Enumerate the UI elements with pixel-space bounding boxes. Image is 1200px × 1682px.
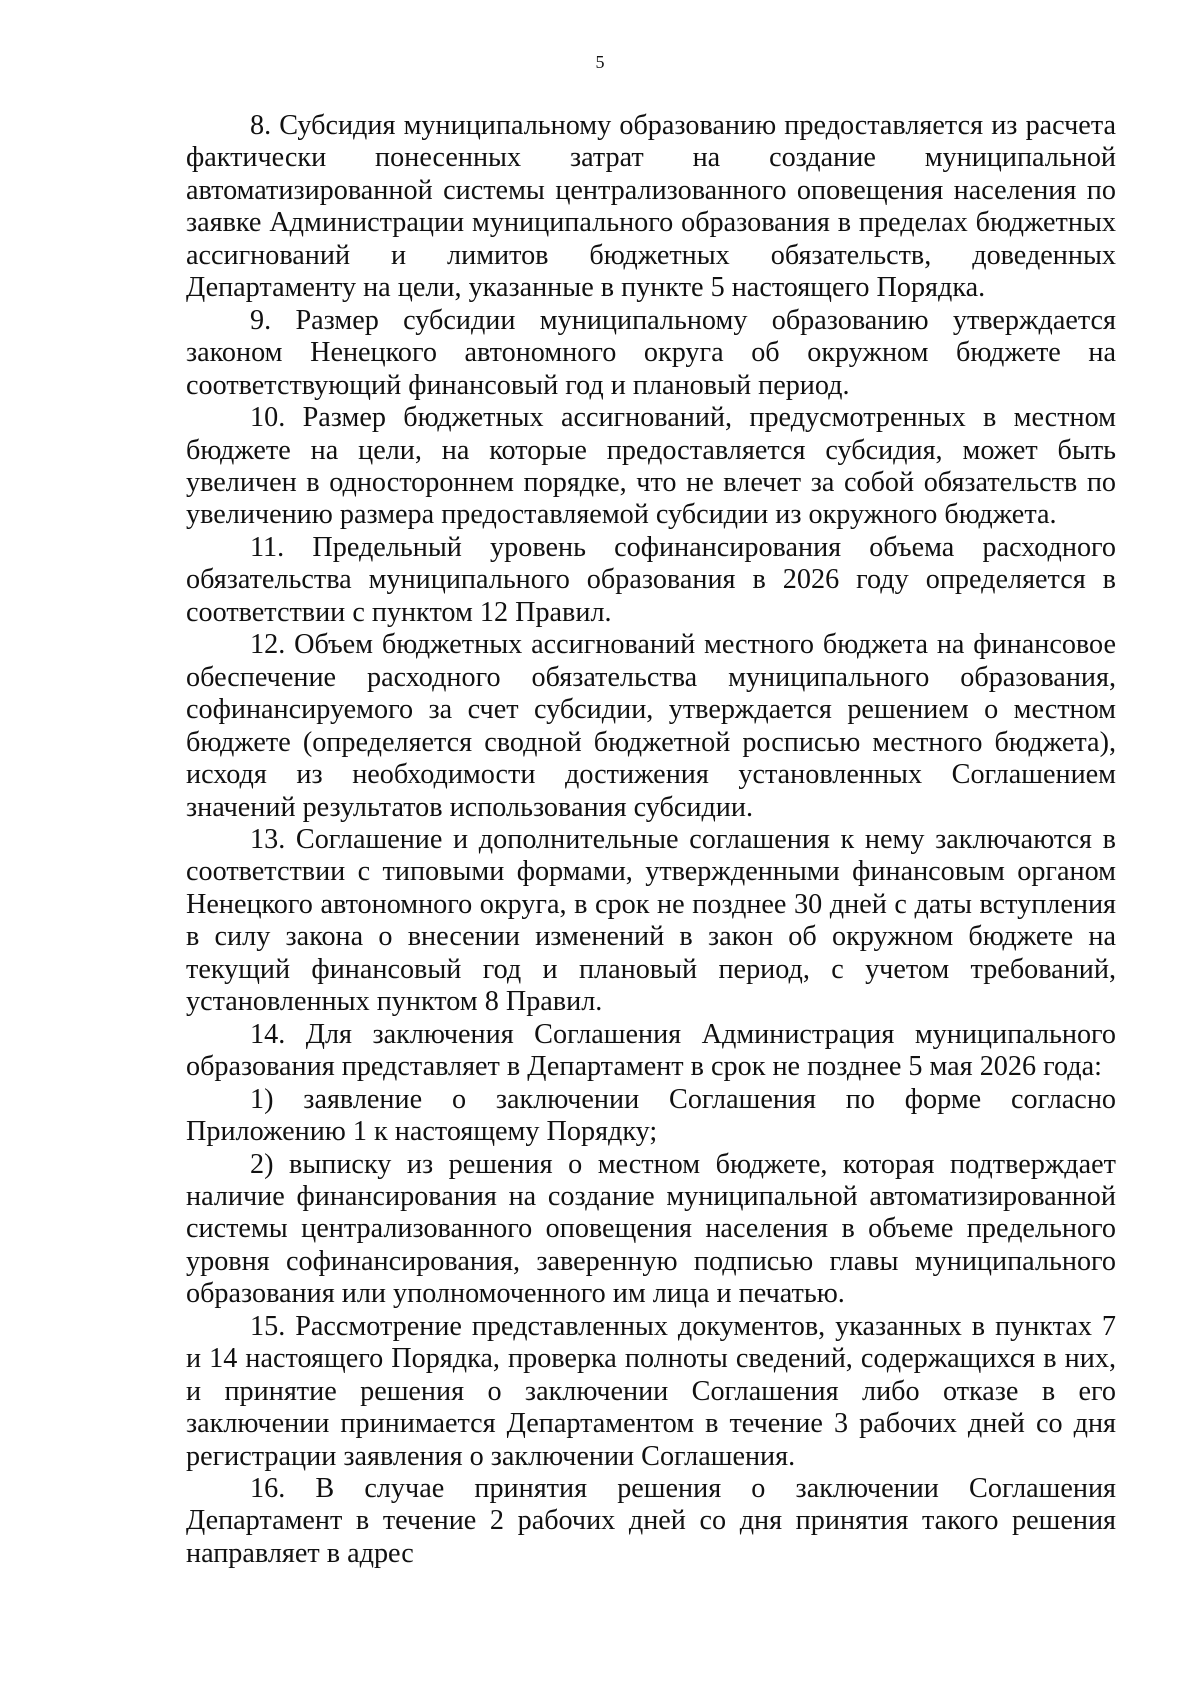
paragraph-8: 8. Субсидия муниципальному образованию предоставляется из расчета фактически понесенных затрат на создание муниципальной автоматизированной системы централизованного оповещения населения по заявке Администрации муниципального образования в пределах бюджетных ассигнований и лимитов бюджетных обязательств, доведенных Департаменту на цели, указанные в пункте 5 настоящего Порядка. [186, 110, 1116, 304]
document-body [186, 110, 1116, 1570]
paragraph-16: 16. В случае принятия решения о заключении Соглашения Департамент в течение 2 рабочих дней со дня принятия такого решения направляет в адрес [186, 1473, 1116, 1569]
paragraph-14-item-1: 1) заявление о заключении Соглашения по форме согласно Приложению 1 к настоящему Порядку; [186, 1083, 1116, 1148]
paragraph-12: 12. Объем бюджетных ассигнований местного бюджета на финансовое обеспечение расходного обязательства муниципального образования, софинансируемого за счет субсидии, утверждается решением о местном бюджете (определяется сводной бюджетной росписью местного бюджета), исходя из необходимости достижения установленных Соглашением значений результатов использования субсидии. [186, 629, 1116, 823]
page-number: 5 [595, 52, 605, 72]
paragraph-11: 11. Предельный уровень софинансирования объема расходного обязательства муниципального образования в 2026 году определяется в соответствии с пунктом 12 Правил. [186, 531, 1116, 628]
paragraph-13: 13. Соглашение и дополнительные соглашения к нему заключаются в соответствии с типовыми формами, утвержденными финансовым органом Ненецкого автономного округа, в срок не позднее 30 дней с даты вступления в силу закона о внесении изменений в закон об окружном бюджете на текущий финансовый год и плановый период, с учетом требований, установленных пунктом 8 Правил. [186, 823, 1116, 1018]
paragraph-10: 10. Размер бюджетных ассигнований, предусмотренных в местном бюджете на цели, на которые предоставляется субсидия, может быть увеличен в одностороннем порядке, что не влечет за собой обязательств по увеличению размера предоставляемой субсидии из окружного бюджета. [186, 402, 1116, 531]
paragraph-9: 9. Размер субсидии муниципальному образованию утверждается законом Ненецкого автономного округа об окружном бюджете на соответствующий финансовый год и плановый период. [186, 304, 1116, 401]
paragraph-14: 14. Для заключения Соглашения Администрация муниципального образования представляет в Департамент в срок не позднее 5 мая 2026 года: [186, 1018, 1116, 1083]
paragraph-15: 15. Рассмотрение представленных документов, указанных в пунктах 7 и 14 настоящего Порядка, проверка полноты сведений, содержащихся в них, и принятие решения о заключении Соглашения либо отказе в его заключении принимается Департаментом в течение 3 рабочих дней со дня регистрации заявления о заключении Соглашения. [186, 1310, 1116, 1472]
paragraph-14-item-2: 2) выписку из решения о местном бюджете, которая подтверждает наличие финансирования на создание муниципальной автоматизированной системы централизованного оповещения населения в объеме предельного уровня софинансирования, заверенную подписью главы муниципального образования или уполномоченного им лица и печатью. [186, 1148, 1116, 1310]
